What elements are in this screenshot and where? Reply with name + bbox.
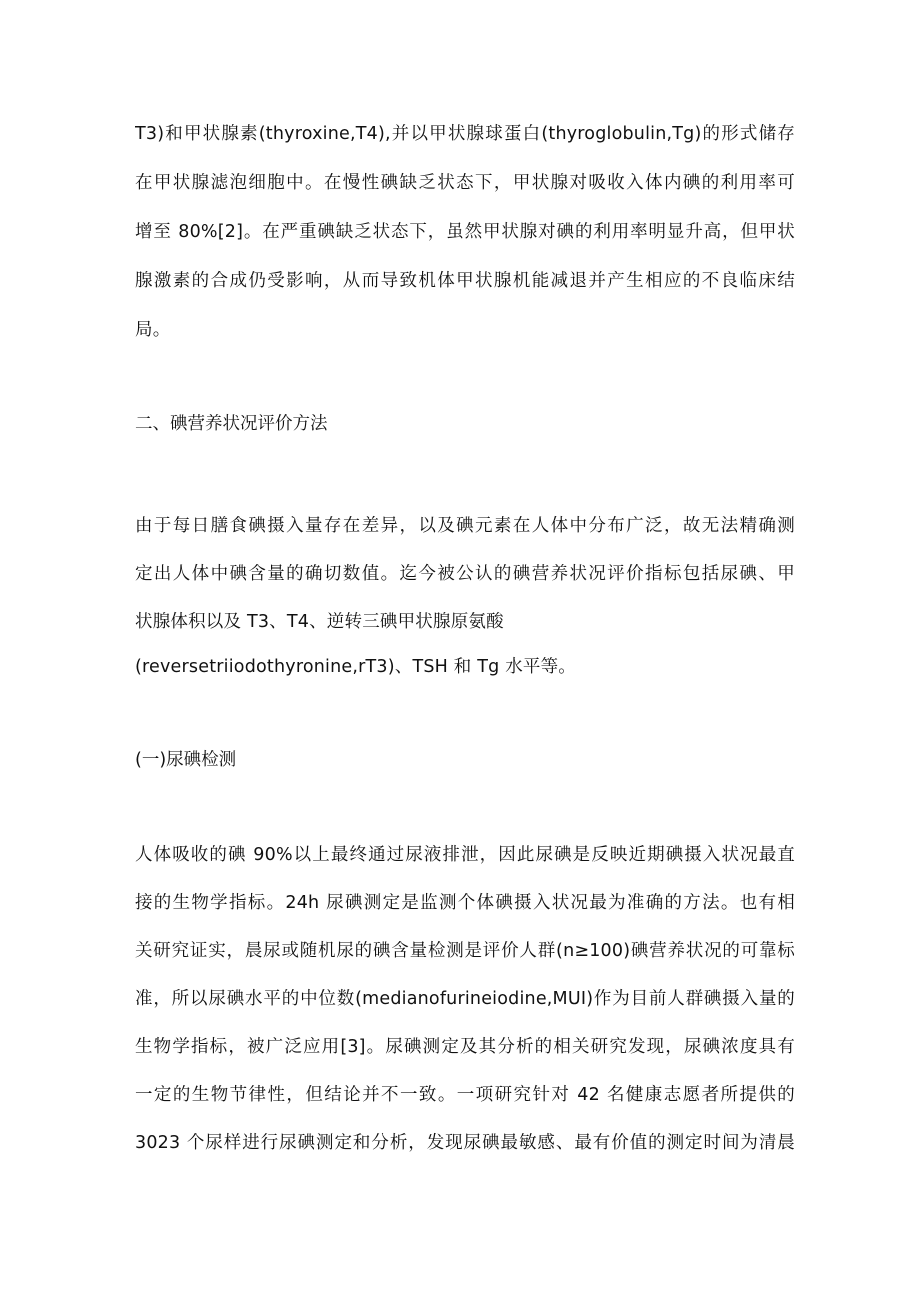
- paragraph-3-line-7: 3023 个尿样进行尿碘测定和分析，发现尿碘最敏感、最有价值的测定时间为清晨: [135, 1133, 795, 1153]
- section-heading-evaluation-methods: 二、碘营养状况评价方法: [135, 414, 328, 434]
- paragraph-2-line-4: (reversetriiodothyronine,rT3)、TSH 和 Tg 水平等。: [135, 657, 576, 677]
- paragraph-2-line-2: 定出人体中碘含量的确切数值。迄今被公认的碘营养状况评价指标包括尿碘、甲: [135, 564, 795, 584]
- paragraph-1-line-3: 增至 80%[2]。在严重碘缺乏状态下，虽然甲状腺对碘的利用率明显升高，但甲状: [135, 222, 795, 242]
- paragraph-3-line-3: 关研究证实，晨尿或随机尿的碘含量检测是评价人群(n≥100)碘营养状况的可靠标: [135, 941, 795, 961]
- paragraph-1-line-5: 局。: [135, 320, 171, 340]
- paragraph-2-line-1: 由于每日膳食碘摄入量存在差异，以及碘元素在人体中分布广泛，故无法精确测: [135, 516, 795, 536]
- paragraph-3-line-4: 准，所以尿碘水平的中位数(medianofurineiodine,MUI)作为目前人群碘摄入量的: [135, 989, 795, 1009]
- paragraph-3-line-1: 人体吸收的碘 90%以上最终通过尿液排泄，因此尿碘是反映近期碘摄入状况最直: [135, 845, 795, 865]
- subsection-heading-urine-iodine: (一)尿碘检测: [135, 750, 237, 770]
- paragraph-1-line-1: T3)和甲状腺素(thyroxine,T4),并以甲状腺球蛋白(thyroglobulin,Tg)的形式储存: [135, 124, 795, 144]
- paragraph-3-line-6: 一定的生物节律性，但结论并不一致。一项研究针对 42 名健康志愿者所提供的: [135, 1085, 795, 1105]
- paragraph-1-line-2: 在甲状腺滤泡细胞中。在慢性碘缺乏状态下，甲状腺对吸收入体内碘的利用率可: [135, 173, 795, 193]
- paragraph-1-line-4: 腺激素的合成仍受影响，从而导致机体甲状腺机能减退并产生相应的不良临床结: [135, 271, 795, 291]
- paragraph-3-line-2: 接的生物学指标。24h 尿碘测定是监测个体碘摄入状况最为准确的方法。也有相: [135, 893, 795, 913]
- paragraph-3-line-5: 生物学指标，被广泛应用[3]。尿碘测定及其分析的相关研究发现，尿碘浓度具有: [135, 1037, 795, 1057]
- paragraph-2-line-3: 状腺体积以及 T3、T4、逆转三碘甲状腺原氨酸: [135, 612, 504, 632]
